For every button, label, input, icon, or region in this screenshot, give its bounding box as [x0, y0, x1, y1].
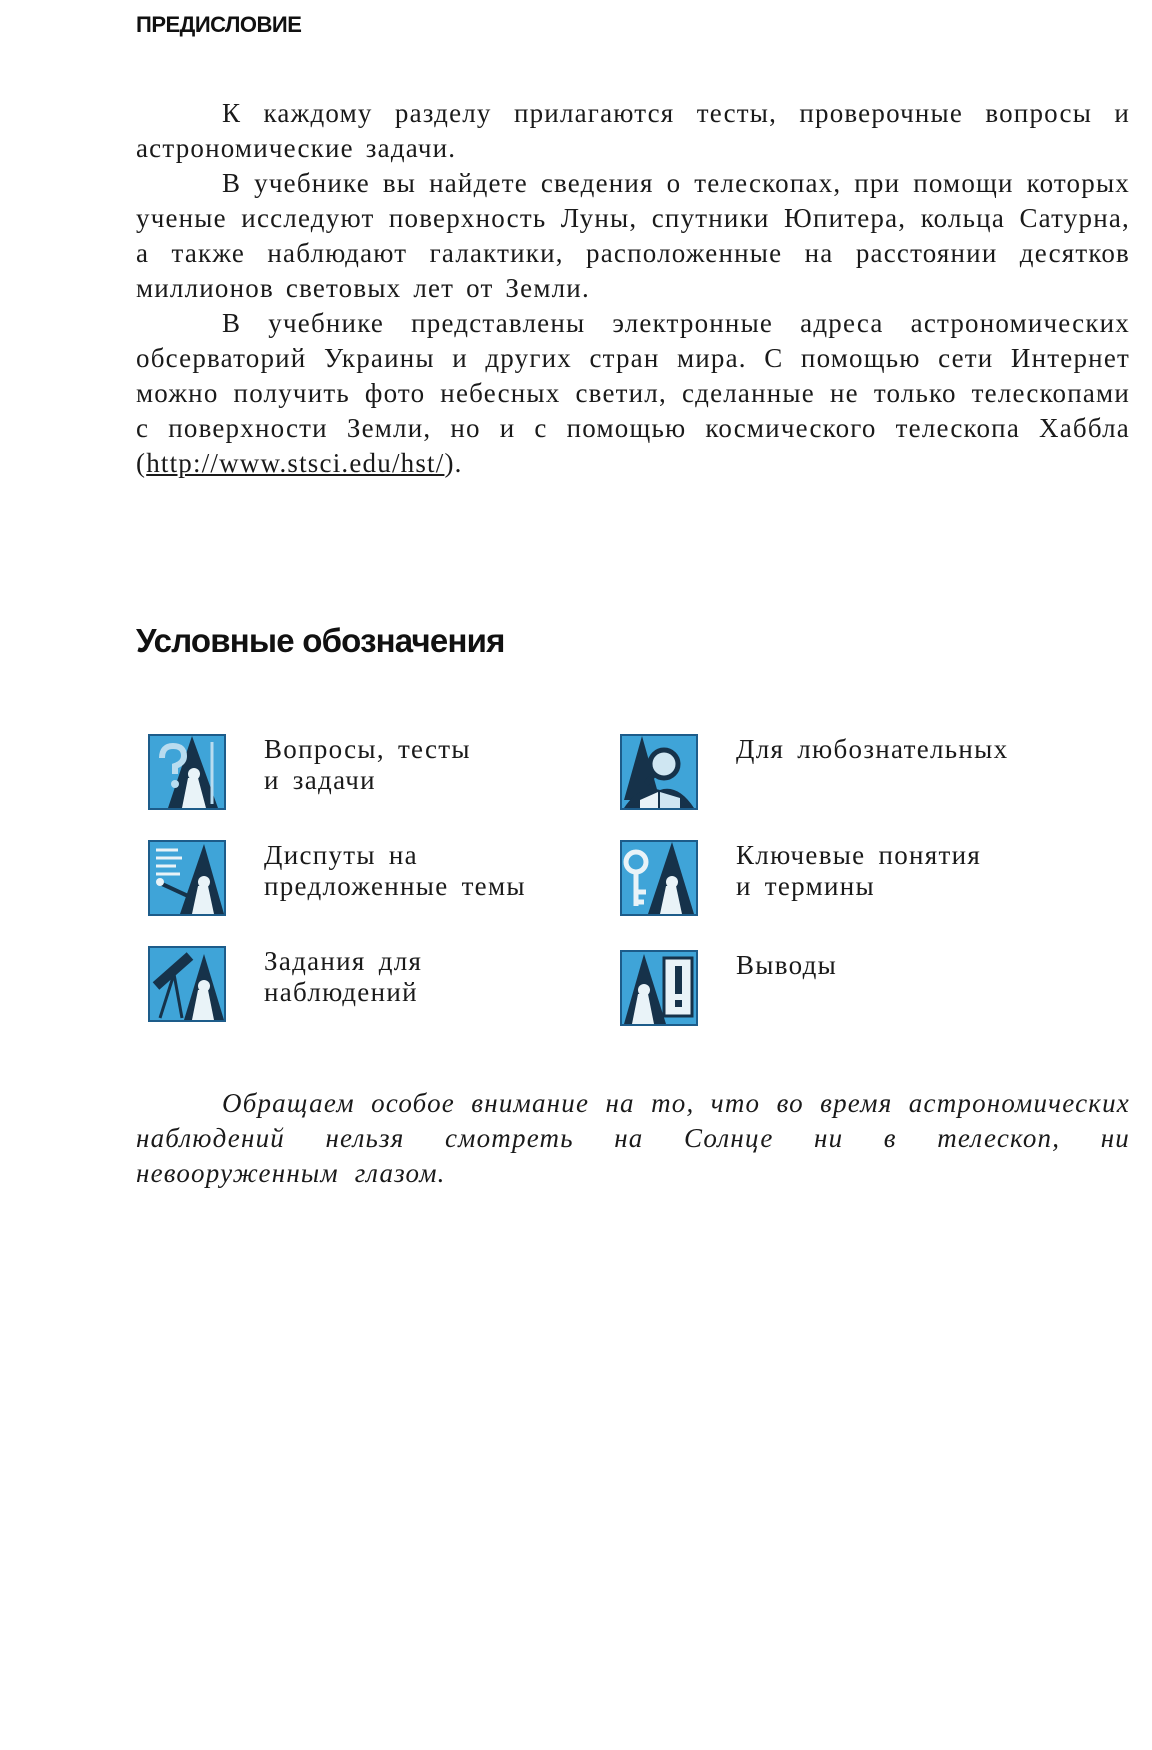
- intro-paragraph-3: [136, 306, 1130, 481]
- key-wizard-icon: [620, 840, 698, 916]
- running-head: ПРЕДИСЛОВИЕ: [136, 12, 302, 37]
- conclusion-wizard-icon: [620, 950, 698, 1026]
- intro-paragraph-2: В учебнике вы найдете сведения о телескопах, при помощи которых ученые исследуют поверхность Луны, спутники Юпитера, кольца Сатурна, а также наблюдают галактики, расположенные на расстоянии десятков миллионов световых лет от Земли.: [136, 168, 1130, 303]
- legend-label-observations: Задания для наблюдений: [264, 946, 423, 1007]
- sun-warning: Обращаем особое внимание на то, что во время астрономических наблюдений нельзя смотреть на Солнце ни в телескоп, ни невооруженным глазом.: [136, 1088, 1130, 1188]
- intro-paragraph-3-end: ).: [444, 448, 463, 478]
- intro-text: [136, 96, 1130, 481]
- discussion-wizard-icon: [148, 840, 226, 916]
- magnifier-wizard-icon: [620, 734, 698, 810]
- telescope-wizard-icon: [148, 946, 226, 1022]
- legend-title: Условные обозначения: [136, 622, 505, 659]
- intro-paragraph-3-text: В учебнике представлены электронные адреса астрономических обсерваторий Украины и других стран мира. С помощью сети Интернет можно получить фото небесных светил, сделанные не только телескопами с поверхности Земли, но и с помощью космического телескопа Хаббла (: [136, 308, 1130, 478]
- intro-paragraph-1: К каждому разделу прилагаются тесты, проверочные вопросы и астрономические задачи.: [136, 98, 1130, 163]
- hubble-link[interactable]: http://www.stsci.edu/hst/: [146, 448, 445, 478]
- legend-label-questions: Вопросы, тесты и задачи: [264, 734, 471, 795]
- legend-label-discussions: Диспуты на предложенные темы: [264, 840, 526, 901]
- question-wizard-icon: [148, 734, 226, 810]
- legend-label-curious: Для любознательных: [736, 734, 1009, 764]
- legend-label-conclusions: Выводы: [736, 950, 838, 980]
- legend-label-key-concepts: Ключевые понятия и термины: [736, 840, 982, 901]
